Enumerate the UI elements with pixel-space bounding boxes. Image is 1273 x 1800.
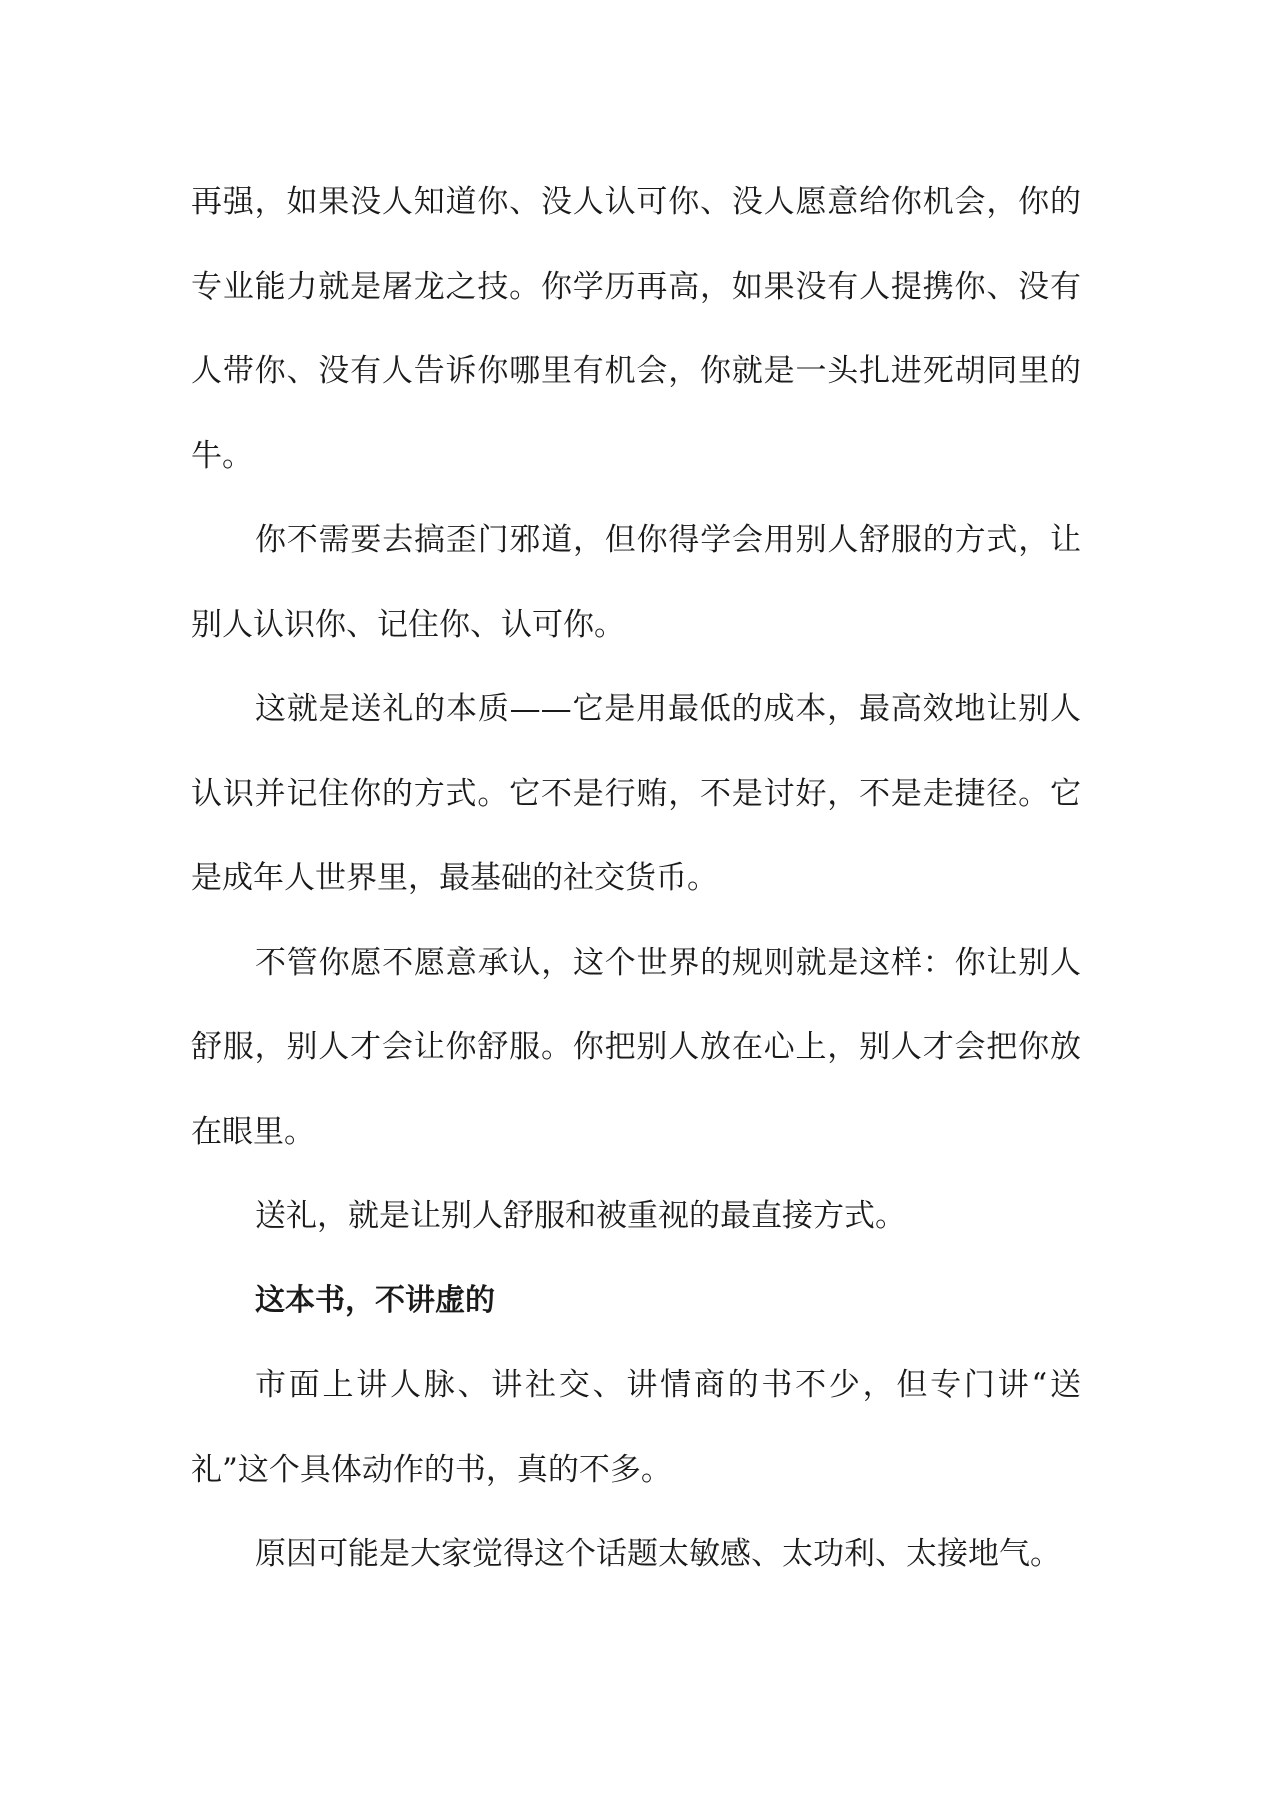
section-heading: 这本书，不讲虚的 [255,1282,495,1318]
paragraph-6: 市面上讲人脉、讲社交、讲情商的书不少，但专门讲“送礼”这个具体动作的书，真的不多。 [191,1367,1081,1488]
paragraph-4: 不管你愿不愿意承认，这个世界的规则就是这样：你让别人舒服，别人才会让你舒服。你把别人放在心上，别人才会把你放在眼里。 [191,944,1081,1150]
paragraph-7: 原因可能是大家觉得这个话题太敏感、太功利、太接地气。 [255,1536,1061,1572]
paragraph-2: 你不需要去搞歪门邪道，但你得学会用别人舒服的方式，让别人认识你、记住你、认可你。 [191,522,1081,643]
document-body [191,160,1081,1597]
paragraph-1: 再强，如果没人知道你、没人认可你、没人愿意给你机会，你的专业能力就是屠龙之技。你学历再高，如果没有人提携你、没有人带你、没有人告诉你哪里有机会，你就是一头扎进死胡同里的牛。 [191,184,1081,474]
paragraph-3: 这就是送礼的本质——它是用最低的成本，最高效地让别人认识并记住你的方式。它不是行贿，不是讨好，不是走捷径。它是成年人世界里，最基础的社交货币。 [191,691,1081,896]
paragraph-5: 送礼，就是让别人舒服和被重视的最直接方式。 [255,1198,906,1234]
